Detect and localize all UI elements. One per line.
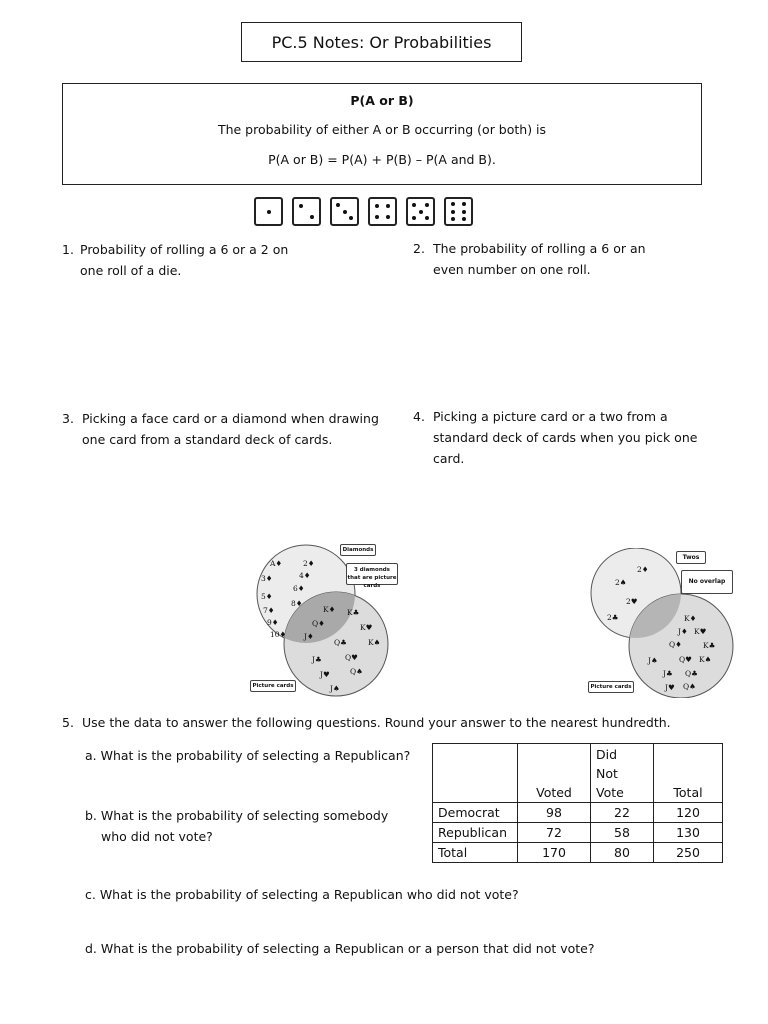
problem-text: Picking a face card or a diamond when drawing: [82, 411, 379, 426]
definition-text: The probability of either A or B occurring (or both) is: [217, 122, 547, 137]
problem-number: 5.: [62, 715, 74, 730]
card-label: J♦: [304, 632, 314, 641]
die-five-icon: [406, 197, 435, 226]
problem-text: card.: [433, 451, 465, 466]
card-label: J♠: [648, 656, 658, 665]
voting-table: [432, 743, 723, 863]
table-cell: Democrat: [433, 803, 518, 823]
problem-number: 2.: [413, 241, 425, 256]
card-label: Q♥: [679, 655, 692, 664]
card-label: 6♦: [293, 584, 305, 593]
card-label: Q♠: [350, 667, 363, 676]
card-label: 5♦: [261, 592, 273, 601]
table-cell: 80: [591, 843, 654, 863]
definition-heading: P(A or B): [350, 93, 414, 108]
header-line: Not: [596, 766, 618, 781]
card-label: J♥: [320, 670, 330, 679]
card-label: 3♦: [261, 574, 273, 583]
problem-4: [413, 406, 733, 469]
problem-number: 3.: [62, 411, 74, 426]
card-label: J♣: [663, 669, 673, 678]
problem-number: 4.: [413, 409, 425, 424]
card-label: J♦: [678, 627, 688, 636]
table-header-cell: [433, 744, 518, 803]
table-cell: 170: [518, 843, 591, 863]
problem-text: Picking a picture card or a two from a: [433, 409, 668, 424]
card-label: Q♣: [685, 669, 698, 678]
card-label: 7♦: [263, 606, 275, 615]
table-header-cell: Total: [654, 744, 723, 803]
card-label: J♠: [330, 684, 340, 693]
card-label: A♦: [270, 559, 283, 568]
table-cell: 58: [591, 823, 654, 843]
callout-twos: Twos: [676, 551, 706, 564]
problem-text: Use the data to answer the following questions. Round your answer to the nearest hundredth.: [82, 715, 671, 730]
table-row: [433, 823, 723, 843]
callout-diamonds: Diamonds: [340, 544, 376, 556]
definition-box: [62, 83, 702, 185]
card-label: 10♦: [270, 630, 287, 639]
problem-text: even number on one roll.: [433, 262, 591, 277]
table-row: [433, 843, 723, 863]
problem-3: [62, 408, 407, 450]
problem-text: The probability of rolling a 6 or an: [433, 241, 646, 256]
card-label: Q♣: [334, 638, 347, 647]
problem-1: [62, 239, 392, 281]
question-b: [85, 805, 388, 847]
callout-overlap: 3 diamonds that are picture cards: [346, 563, 398, 585]
card-label: Q♠: [683, 682, 696, 691]
table-header-row: [433, 744, 723, 803]
problem-text: one card from a standard deck of cards.: [82, 432, 333, 447]
die-three-icon: [330, 197, 359, 226]
card-label: Q♥: [345, 653, 358, 662]
question-text: who did not vote?: [101, 829, 213, 844]
card-label: 9♦: [267, 618, 279, 627]
header-line: Did: [596, 747, 618, 762]
card-label: K♥: [694, 627, 707, 636]
question-c: c. What is the probability of selecting a Republican who did not vote?: [85, 887, 519, 902]
callout-picture-cards: Picture cards: [588, 681, 634, 693]
problem-5: [62, 712, 752, 733]
table-cell: 98: [518, 803, 591, 823]
card-label: K♦: [684, 614, 697, 623]
problem-text: Probability of rolling a 6 or a 2 on: [80, 242, 289, 257]
card-label: K♠: [699, 655, 712, 664]
table-cell: 130: [654, 823, 723, 843]
card-label: Q♦: [312, 619, 325, 628]
die-one-icon: [254, 197, 283, 226]
table-header-cell: Voted: [518, 744, 591, 803]
table-cell: 120: [654, 803, 723, 823]
callout-picture-cards: Picture cards: [250, 680, 296, 692]
card-label: J♣: [312, 655, 322, 664]
card-label: K♣: [703, 641, 716, 650]
card-label: 8♦: [291, 599, 303, 608]
die-six-icon: [444, 197, 473, 226]
card-label: J♥: [665, 683, 675, 692]
problem-2: [413, 238, 733, 280]
table-row: [433, 803, 723, 823]
problem-text: one roll of a die.: [80, 263, 182, 278]
table-cell: 250: [654, 843, 723, 863]
callout-no-overlap: No overlap: [681, 570, 733, 594]
dice-row: [254, 197, 488, 229]
problem-text: standard deck of cards when you pick one: [433, 430, 698, 445]
table-cell: Total: [433, 843, 518, 863]
table-header-cell: [591, 744, 654, 803]
card-label: K♠: [368, 638, 381, 647]
card-label: K♥: [360, 623, 373, 632]
table-cell: 22: [591, 803, 654, 823]
header-line: Vote: [596, 785, 624, 800]
card-label: 2♣: [607, 613, 619, 622]
table-cell: 72: [518, 823, 591, 843]
card-label: Q♦: [669, 640, 682, 649]
table-cell: Republican: [433, 823, 518, 843]
die-four-icon: [368, 197, 397, 226]
die-two-icon: [292, 197, 321, 226]
card-label: 2♦: [637, 565, 649, 574]
definition-formula: P(A or B) = P(A) + P(B) – P(A and B).: [268, 152, 496, 167]
card-label: K♦: [323, 605, 336, 614]
card-label: 2♦: [303, 559, 315, 568]
card-label: 2♠: [615, 578, 627, 587]
question-a: a. What is the probability of selecting a Republican?: [85, 748, 411, 763]
card-label: 4♦: [299, 571, 311, 580]
problem-number: 1.: [62, 242, 74, 257]
card-label: 2♥: [626, 597, 638, 606]
question-text: b. What is the probability of selecting somebody: [85, 808, 389, 823]
card-label: K♣: [347, 608, 360, 617]
page-title: PC.5 Notes: Or Probabilities: [241, 22, 522, 62]
question-d: d. What is the probability of selecting a Republican or a person that did not vote?: [85, 941, 595, 956]
